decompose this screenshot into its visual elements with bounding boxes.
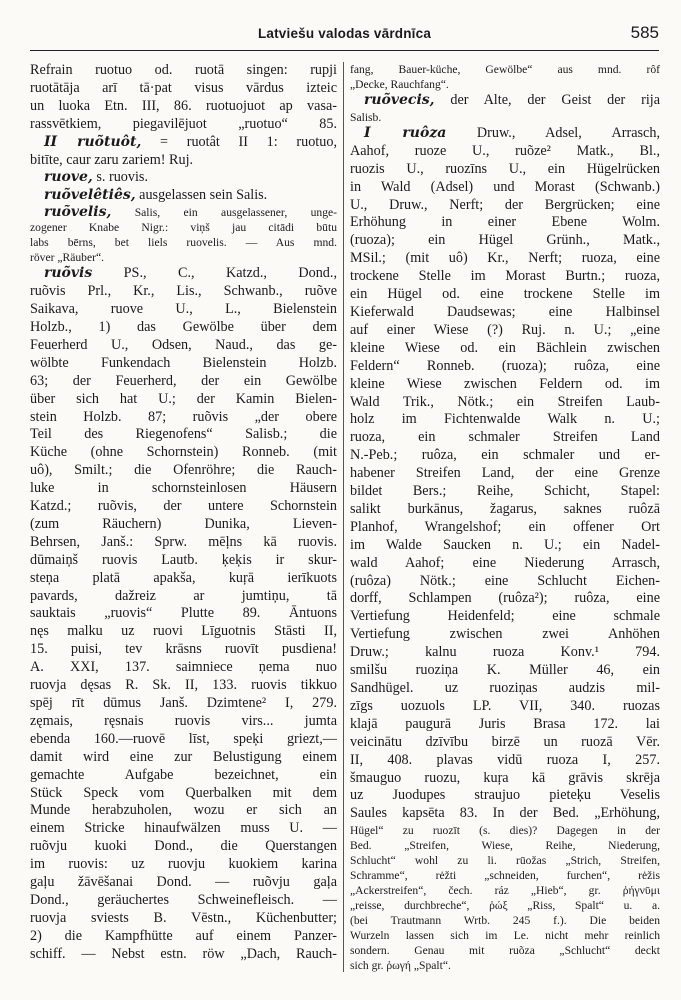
text-line: (bei Trautmann Wrtb. 245 f.). Die beiden <box>350 914 660 928</box>
page-number: 585 <box>630 23 659 42</box>
entry-line <box>30 187 337 205</box>
text-line: ruovja dęsas R. Sk. II, 133. ruovis tikkuo <box>30 677 337 694</box>
entry-text: s. ruovis. <box>92 169 148 186</box>
text-line: nęs malku uz ruovi Līguotnis Stāsti II, <box>30 623 337 640</box>
text-line: „reisse, durchbreche“, ῥώξ „Riss, Spalt“ u. a. <box>350 899 660 913</box>
headword: ruõvelis, <box>44 205 112 221</box>
right-column <box>350 62 660 982</box>
text-line: 15. puisi, tev krāsns ruovīt pusdiena! <box>30 641 337 658</box>
text-line: Refrain ruotuo od. ruotā singen: rupji <box>30 62 337 78</box>
text-line: schiff. — Nebst estn. röw „Dach, Rauch- <box>30 945 337 962</box>
text-line: bitīte, caur zaru zariem! Ruj. <box>30 151 194 168</box>
text-line: dūmaiņš ruovis Lautb. ķeķis ir skur- <box>30 551 337 568</box>
text-line: Feldern“ Ronneb. (ruoza); ruôza, eine <box>350 357 660 374</box>
text-line: Wald Trik., Nötk.; ein Streifen Laub- <box>350 393 660 410</box>
text-line: (ruôza) Nötk.; eine Schlucht Eichen- <box>350 572 660 589</box>
text-line: ruozis U., ruozīns U., ein Hügelrücken <box>350 160 660 177</box>
text-line: gaļu žāvēšanai Dond. — ruõvju gaļa <box>30 874 337 891</box>
text-line: zogener Knabe Nigr.: viņš jau citādi būtu <box>30 221 337 235</box>
text-line: kleine Wiese zwischen Feldern od. im <box>350 375 660 392</box>
text-line: stein Holzb. 87; ruõvis „der obere <box>30 408 337 425</box>
text-line: U., Druw., Nerft; der Bergrücken; eine <box>350 196 660 213</box>
text-line: „Ackerstreifen“, čech. ráz „Hieb“, gr. ῥήγνῡμι <box>350 884 660 898</box>
text-line: A. XXI, 137. saimniece ņema nuo <box>30 659 337 676</box>
text-line: bildet Bers.; Reihe, Schicht, Stapel: <box>350 483 660 500</box>
text-line: Küche (ohne Schornstein) Ronneb. (mit <box>30 444 337 461</box>
text-line: 63; der Feuerherd, der ein Gewölbe <box>30 372 337 389</box>
entry-line <box>350 125 660 143</box>
text-line: wölbte Funkendach Bielenstein Holzb. <box>30 354 337 371</box>
text-line: Dond., geräuchertes Schweinefleisch. — <box>30 891 337 908</box>
text-line: Stück Speck vom Querbalken mit dem <box>30 784 337 801</box>
text-line: röver „Räuber“. <box>30 251 105 265</box>
text-line: wald Aahof; eine Niederung Arrasch, <box>350 554 660 571</box>
text-line: un luoka Etn. III, 86. ruotuojuot ap vasa- <box>30 97 337 114</box>
text-line: „Decke, Rauchfang“. <box>350 78 449 91</box>
entry-text: Druw., Adsel, Arrasch, <box>446 124 660 141</box>
page-header <box>30 22 659 51</box>
text-line: Planhof, Wrangelshof; ein offener Ort <box>350 518 660 535</box>
text-line: Aahof, ruoze U., ruõze² Matk., Bl., <box>350 142 660 159</box>
entry-text: = ruotât II 1: ruotuo, <box>141 133 337 150</box>
text-line: sich gr. ῥωγή „Spalt“. <box>350 959 451 973</box>
headword: ruove, <box>44 169 93 186</box>
text-line: Vertiefung zwischen zwei Anhöhen <box>350 626 660 643</box>
text-line: II, 408. plavas vidū ruoza I, 257. <box>350 751 660 768</box>
text-line: in Wald (Adsel) und Morast (Schwanb.) <box>350 178 660 195</box>
text-line: ruoza, ein schmaler Streifen Land <box>350 429 660 446</box>
text-line: Sandhügel. uz ruoziņas audzis mil- <box>350 680 660 696</box>
text-line: Bed. „Streifen, Wiese, Reihe, Niederung, <box>350 839 660 853</box>
text-line: sondern. Genau mit ruõza „Schlucht“ deckt <box>350 944 660 958</box>
text-line: Munde herabzuholen, wozu er sich an <box>30 802 337 819</box>
text-line: klajā paugurā Juris Brasa 172. lai <box>350 715 660 732</box>
text-line: ruovja sviests B. Vēstn., Küchenbutter; <box>30 909 337 926</box>
text-line: rassvētkiem, piegavilējuot „ruotuo“ 85. <box>30 115 337 132</box>
entry-text: der Alte, der Geist der rija <box>434 92 660 108</box>
entry-line <box>30 205 337 220</box>
text-line: ruotātāja arī tā·pat visus vārdus izteic <box>30 79 337 96</box>
text-line: Wurzeln lassen sich im Le. nicht mehr reinlich <box>350 929 660 943</box>
text-line: 2) die Kampfhütte auf einem Panzer- <box>30 927 337 944</box>
text-line: Teil des Riegenofens“ Salisb.; die <box>30 426 337 443</box>
text-line: gemachte Aufgabe bezeichnet, ein <box>30 766 337 783</box>
entry-text: PS., C., Katzd., Dond., <box>92 265 337 282</box>
text-line: pavards, dažreiz ar jumtiņu, tā <box>30 587 337 604</box>
text-line: Kieferwald Daudsewas; eine Halbinsel <box>350 303 660 320</box>
text-line: Erhöhung in einer Ebene Wolm. <box>350 214 660 231</box>
text-line: Schlucht“ wohl zu li. rūožas „Strich, Streifen, <box>350 854 660 868</box>
entry-line <box>30 265 337 283</box>
text-line: salikt burkānus, žagarus, saknes ruôzā <box>350 500 660 517</box>
text-line: zęmais, ręsnais ruovis virs... jumta <box>30 712 337 729</box>
text-line: ein Hügel od. eine trockene Stelle im <box>350 286 660 303</box>
text-line: kleine Wiese od. ein Bächlein zwischen <box>350 339 660 356</box>
text-line: ruõvis Prl., Kr., Lis., Schwanb., ruõve <box>30 283 337 300</box>
text-line: holz im Fichtenwalde Walk n. U.; <box>350 411 660 428</box>
text-line: luke in schornsteinlosen Häusern <box>30 480 337 497</box>
text-line: Katzd.; ruõvis, der untere Schornstein <box>30 498 337 515</box>
text-line: habener Streifen Land, der eine Grenze <box>350 465 660 482</box>
text-line: zīgs uozuols LP. VII, 340. ruozas <box>350 697 660 714</box>
text-line: steņa platā apakša, kuŗā ierīkuots <box>30 569 337 586</box>
text-line: Druw.; kalnu ruoza Konv.¹ 794. <box>350 644 660 661</box>
text-line: trockene Stelle im Morast Burtn.; ruoza, <box>350 268 660 285</box>
left-column <box>30 62 337 982</box>
text-line: MSil.; (mit uô) Kr., Nerft; ruoza, eine <box>350 250 660 267</box>
text-line: ruõvju kuoki Dond., die Querstangen <box>30 838 337 855</box>
text-line: (ruoza); ein Hügel Grünh., Matk., <box>350 232 660 249</box>
entry-line <box>30 134 337 152</box>
entry-text: Salis, ein ausgelassener, unge- <box>111 206 337 220</box>
text-line: uz Juodupes straujuo pieteķu Veselis <box>350 787 660 804</box>
text-line: šmauguo ruozu, kuŗa kā grāvis skrēja <box>350 769 660 786</box>
text-line: N.-Peb.; ruôza, ein schmaler und er- <box>350 447 660 464</box>
text-line: fang, Bauer-küche, Gewölbe“ aus mnd. rôf <box>350 63 660 76</box>
text-line: smilšu ruoziņa K. Müller 46, ein <box>350 662 660 679</box>
text-line: sauktais „ruovis“ Plutte 89. Āntuons <box>30 605 337 622</box>
text-line: Schramme“, rėžti „schneiden, furchen“, rėžis <box>350 869 660 883</box>
headword: II ruõtuôt, <box>44 133 142 150</box>
text-line: Feuerherd U., Odsen, Naud., das ge- <box>30 336 337 353</box>
entry-line <box>350 92 660 110</box>
column-divider <box>343 62 344 972</box>
text-line: im Walde Saucken n. U.; ein Nadel- <box>350 536 660 553</box>
text-line: (zum Räuchern) Dunika, Lieven- <box>30 515 337 532</box>
text-line: im ruovis: uz ruovju kuokiem karina <box>30 856 337 873</box>
text-line: dorff, Schlampen (ruôza²); ruôza, eine <box>350 590 660 607</box>
text-line: ebenda 160.—ruovē līst, speķi griezt,— <box>30 730 337 747</box>
text-line: damit wird eine zur Belustigung einem <box>30 748 337 765</box>
headword: ruõvelêtiês, <box>44 187 136 204</box>
text-line: Behrsen, Janš.: Sprw. mēļns kā ruovis. <box>30 533 337 550</box>
text-line: Saikava, ruove U., L., Bielenstein <box>30 301 337 318</box>
headword: ruõvecis, <box>364 92 435 108</box>
text-line: über sich hat U.; der Kamin Bielen- <box>30 390 337 407</box>
headword: I ruôza <box>364 124 447 141</box>
text-line: auf einer Wiese (?) Ruj. n. U.; „eine <box>350 321 660 338</box>
text-line: labs bērns, bet liels ruovelis. — Aus mnd. <box>30 236 337 250</box>
text-line: uô), Smilt.; die Ofenröhre; die Rauch- <box>30 462 337 479</box>
text-line: spēj rīt dūmus Janš. Dzimtene² I, 279. <box>30 695 337 711</box>
entry-text: ausgelassen sein Salis. <box>135 187 268 204</box>
text-line: Salisb. <box>350 110 382 124</box>
text-line: Holzb., 1) das Gewölbe über dem <box>30 318 337 335</box>
entry-line <box>30 169 337 187</box>
text-line: veicinātu dzīvību birzē un ruozā Vēr. <box>350 733 660 750</box>
headword: ruõvis <box>44 265 93 282</box>
text-line: Hügel“ zu ruozīt (s. dies)? Dagegen in der <box>350 824 660 838</box>
text-line: Vertiefung Heidenfeld; eine schmale <box>350 608 660 625</box>
text-line: einem Stricke hinaufwälzen muss U. — <box>30 820 337 837</box>
text-line: Saules kapsēta 83. In der Bed. „Erhöhung, <box>350 805 660 822</box>
running-title: Latviešu valodas vārdnīca <box>257 26 432 41</box>
